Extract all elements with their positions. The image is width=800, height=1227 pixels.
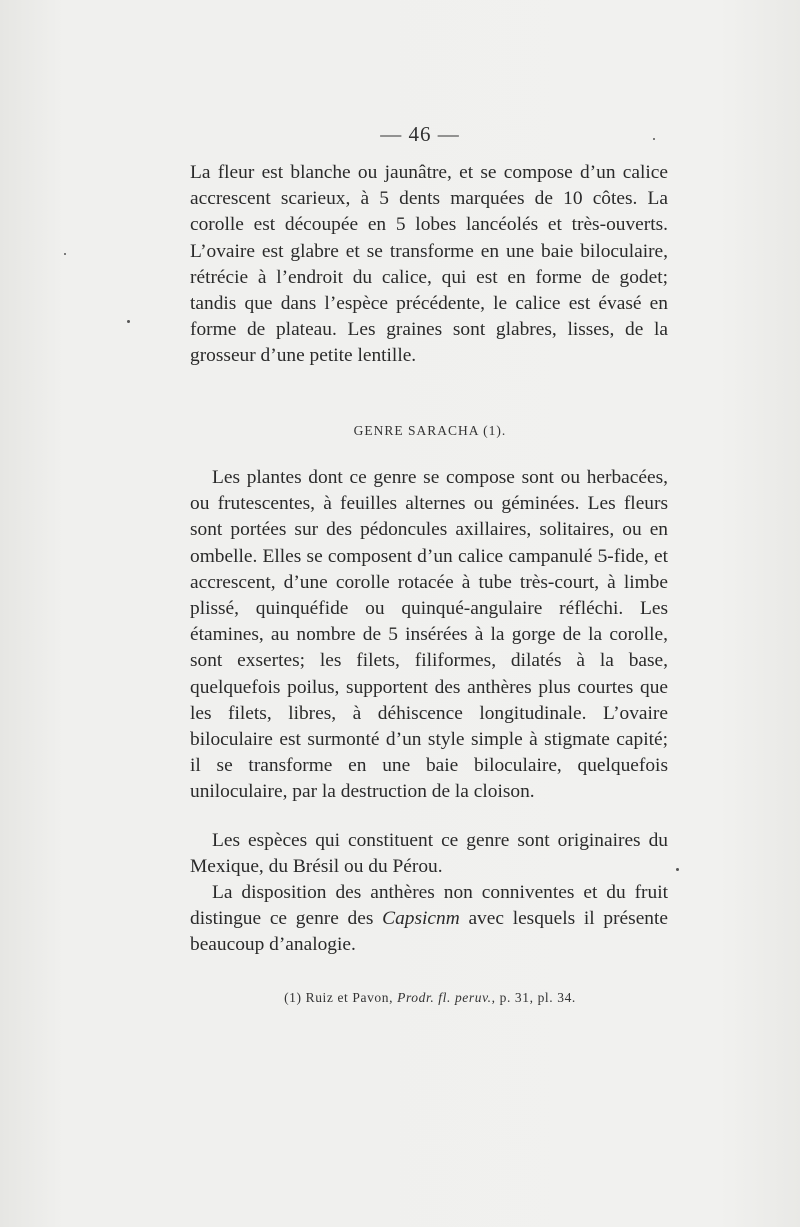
footnote-start: (1) Ruiz et Pavon, [284, 990, 398, 1005]
paragraph-3 [190, 828, 668, 880]
paragraph-4-text [190, 880, 668, 959]
footnote-end: , p. 31, pl. 34. [491, 990, 576, 1005]
ink-speck [676, 868, 679, 871]
ink-speck [127, 320, 130, 323]
page-number: — 46 — [380, 122, 460, 146]
paragraph-4-start: La disposition des anthères non conniventes et du fruit distingue ce genre des [190, 882, 668, 930]
footnote-title: Prodr. fl. peruv. [397, 990, 492, 1005]
footnote [0, 990, 800, 1006]
paragraph-3-text: Les espèces qui constituent ce genre sont originaires du Mexique, du Brésil ou du Pérou. [190, 830, 668, 878]
paragraph-4 [190, 880, 668, 959]
paragraph-2 [190, 465, 668, 806]
ink-speck [653, 138, 655, 140]
paragraph-4-end: avec lesquels il présente beaucoup d’analogie. [190, 908, 668, 956]
ink-speck [64, 253, 66, 255]
section-heading: GENRE SARACHA (1). [353, 423, 507, 438]
paragraph-4-genus-name: Capsicnm [382, 908, 460, 930]
paragraph-1: La fleur est blanche ou jaunâtre, et se compose d’un calice accrescent scarieux, à 5 dents marquées de 10 côtes. La corolle est découpée en 5 lobes lancéolés et très-ouverts. L’ovaire est glabre et se transforme en une baie biloculaire, rétrécie à l’endroit du calice, qui est en forme de godet; tandis que dans l’espèce précédente, le calice est évasé en forme de plateau. Les graines sont glabres, lisses, de la grosseur d’une petite lentille. [190, 162, 668, 367]
paragraph-2-text: Les plantes dont ce genre se compose sont ou herbacées, ou frutescentes, à feuilles alternes ou géminées. Les fleurs sont portées sur des pédoncules axillaires, solitaires, ou en ombelle. Elles se composent d’un calice campanulé 5-fide, et accrescent, d’une corolle rotacée à tube très-court, à limbe plissé, quinquéfide ou quinqué-angulaire réfléchi. Les étamines, au nombre de 5 insérées à la gorge de la corolle, sont exsertes; les filets, filiformes, dilatés à la base, quelquefois poilus, supportent des anthères plus courtes que les filets, libres, à déhiscence longitudinale. L’ovaire biloculaire est surmonté d’un style simple à stigmate capité; il se transforme en une baie biloculaire, quelquefois uniloculaire, par la destruction de la cloison. [190, 467, 668, 803]
